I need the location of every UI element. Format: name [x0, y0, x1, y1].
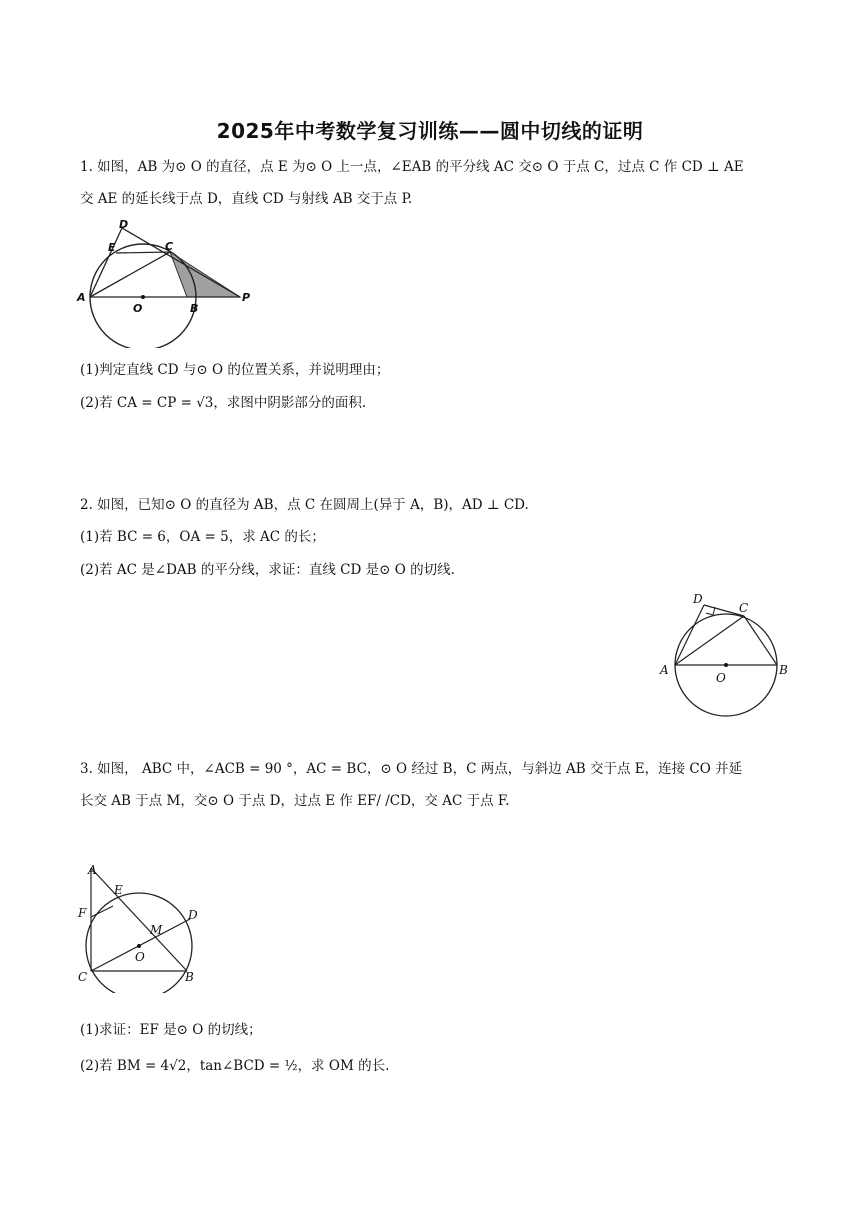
q3-label-O: O — [135, 950, 145, 964]
q3-label-D: D — [188, 908, 198, 922]
q2-figure — [655, 585, 795, 723]
q3-figure — [72, 858, 212, 993]
q1-label-O: O — [133, 302, 143, 315]
q2-sub-question-2: (2)若 AC 是∠DAB 的平分线，求证：直线 CD 是⊙ O 的切线. — [80, 562, 455, 578]
q3-label-A: A — [88, 863, 97, 877]
q1-label-D: D — [119, 218, 129, 231]
q3-sub-question-2: (2)若 BM = 4√2，tan∠BCD = ½，求 OM 的长. — [80, 1058, 390, 1074]
page-title: 2025年中考数学复习训练——圆中切线的证明 — [216, 119, 644, 143]
q2-stem-line-1: 2. 如图，已知⊙ O 的直径为 AB，点 C 在圆周上(异于 A，B)，AD ⊥ CD. — [80, 497, 529, 513]
q3-label-E: E — [114, 883, 123, 897]
q1-label-E: E — [108, 241, 116, 254]
q2-label-A: A — [660, 663, 669, 677]
q1-label-C: C — [165, 240, 174, 253]
q1-stem-line-1: 1. 如图，AB 为⊙ O 的直径，点 E 为⊙ O 上一点，∠EAB 的平分线 AC 交⊙ O 于点 C，过点 C 作 CD ⊥ AE — [80, 159, 744, 175]
q2-sub-question-1: (1)若 BC = 6，OA = 5，求 AC 的长； — [80, 529, 325, 545]
q1-stem-line-2: 交 AE 的延长线于点 D，直线 CD 与射线 AB 交于点 P. — [80, 191, 413, 207]
q3-stem-line-2: 长交 AB 于点 M，交⊙ O 于点 D，过点 E 作 EF/ /CD，交 AC 于点 F. — [80, 793, 510, 809]
q3-label-C: C — [78, 970, 88, 984]
q2-label-C: C — [739, 601, 749, 615]
q1-label-B: B — [190, 302, 199, 315]
q3-label-B: B — [185, 970, 194, 984]
q1-sub-question-2: (2)若 CA = CP = √3，求图中阴影部分的面积. — [80, 395, 367, 411]
q1-label-A: A — [77, 291, 86, 304]
q3-stem-line-1: 3. 如图， ABC 中，∠ACB = 90 °，AC = BC，⊙ O 经过 B，C 两点，与斜边 AB 交于点 E，连接 CO 并延 — [80, 761, 743, 777]
q2-label-D: D — [693, 592, 703, 606]
q3-sub-question-1: (1)求证：EF 是⊙ O 的切线； — [80, 1022, 262, 1038]
q2-label-B: B — [779, 663, 788, 677]
q2-label-O: O — [716, 671, 726, 685]
q1-sub-question-1: (1)判定直线 CD 与⊙ O 的位置关系，并说明理由； — [80, 362, 390, 378]
q1-label-P: P — [242, 291, 251, 304]
q3-label-M: M — [150, 923, 163, 937]
q1-figure — [75, 218, 265, 348]
q3-label-F: F — [78, 906, 87, 920]
